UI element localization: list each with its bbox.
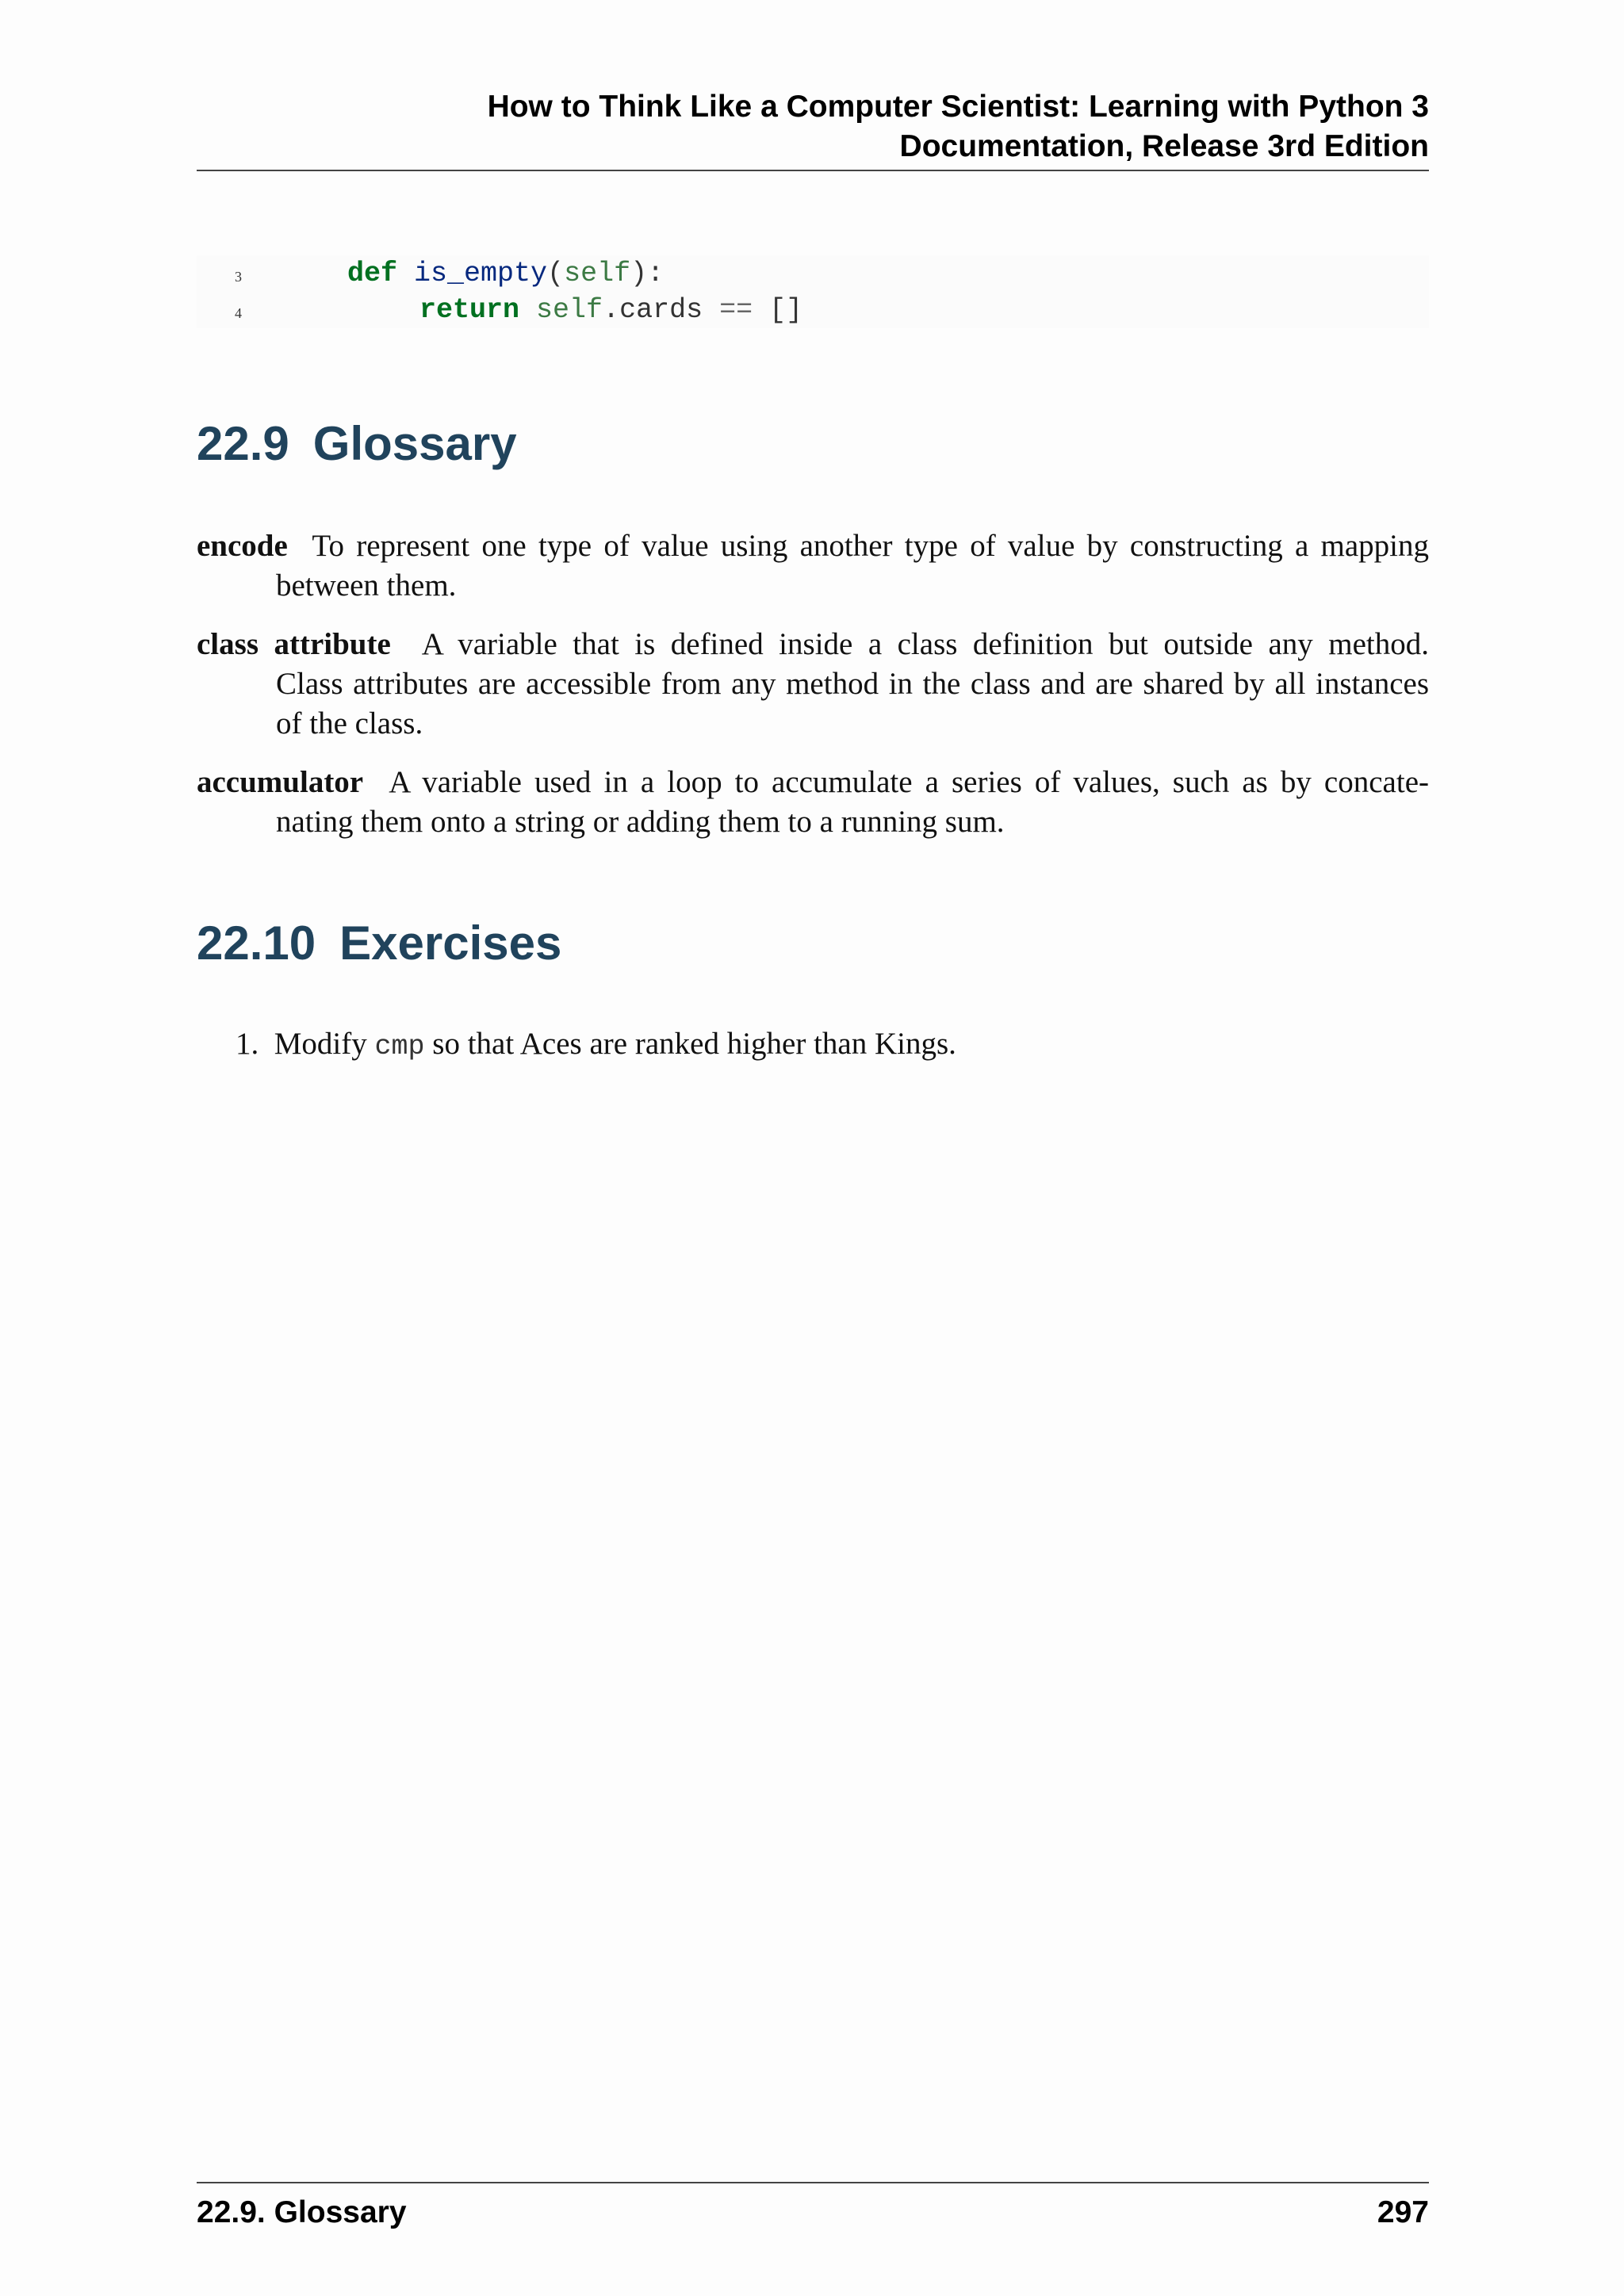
footer-section: 22.9. Glossary [197,2195,407,2229]
punctuation: ): [630,258,665,289]
self-param: self [564,258,631,289]
definition-continuation: Class attributes are accessible from any method in the class and are shared by all instances [276,667,1429,701]
exercise-text-before: Modify [274,1027,367,1061]
code-block [197,255,1429,328]
line-number: 4 [235,305,242,321]
header-title-line-1: How to Think Like a Computer Scientist: Learning with Python 3 [487,90,1429,124]
function-name: is_empty [414,258,548,289]
definition-first-line [197,625,1429,664]
glossary-term: class attribute [197,627,391,661]
glossary-entry [197,526,1429,606]
operator: == [703,294,753,326]
header-title-line-2: Documentation, Release 3rd Edition [899,129,1429,163]
definition-text: To represent one type of value using another type of value by constructing a mapping [312,529,1430,563]
definition-first-line [197,763,1429,802]
inline-code: cmp [374,1031,425,1062]
glossary-term: encode [197,529,288,563]
glossary-entry [197,763,1429,842]
attribute: .cards [603,294,703,326]
code-line [197,292,1429,328]
code-text [419,292,802,328]
definition-continuation: between them. [276,568,457,603]
running-footer [197,2193,1429,2233]
definition-continuation: of the class. [276,706,423,740]
running-header [197,87,1429,166]
section-number: 22.10 [197,916,316,970]
header-rule [197,170,1429,171]
self-ref: self [536,294,603,326]
definition-text: A variable that is defined inside a class definition but outside any method. [421,627,1429,661]
code-text [347,255,664,292]
code-line [197,255,1429,292]
definition-text: A variable used in a loop to accumulate a series of values, such as by concate- [389,765,1429,799]
section-number: 22.9 [197,417,289,470]
glossary-term: accumulator [197,765,364,799]
section-title: Glossary [312,417,517,470]
definition-first-line [197,526,1429,566]
section-title: Exercises [339,916,562,970]
glossary-entry [197,625,1429,744]
literal: [] [753,294,803,326]
keyword: def [347,258,398,289]
line-number: 3 [235,269,242,285]
section-heading-glossary [197,415,517,473]
section-heading-exercises [197,915,561,972]
exercise-item [236,1024,956,1066]
footer-rule [197,2182,1429,2183]
punctuation: ( [547,258,565,289]
keyword: return [419,294,520,326]
page-number: 297 [1377,2195,1429,2229]
exercise-text-after: so that Aces are ranked higher than Kings. [432,1027,956,1061]
definition-continuation: nating them onto a string or adding them to a running sum. [276,805,1005,839]
list-marker: 1. [236,1027,259,1061]
